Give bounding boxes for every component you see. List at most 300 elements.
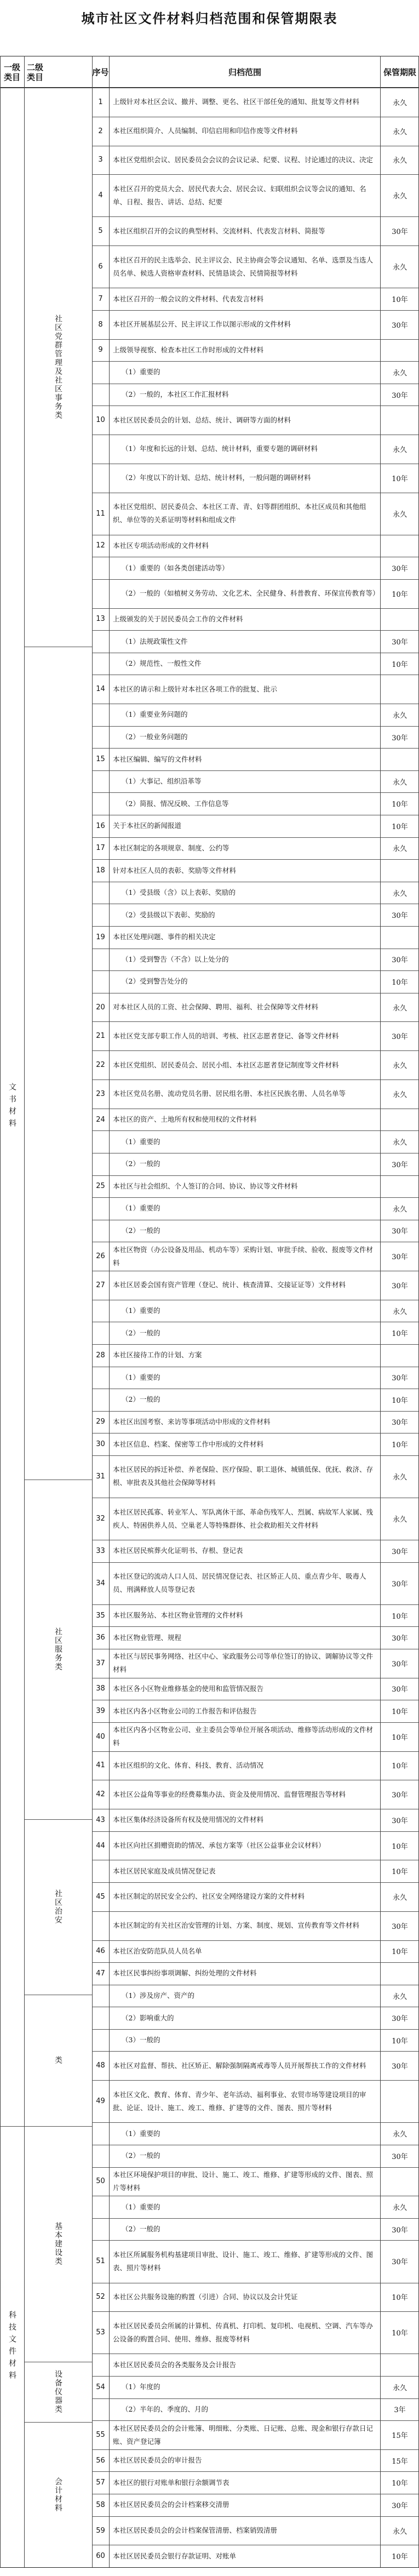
row-period	[381, 405, 419, 435]
row-scope: 本社区居民家庭及成员情况登记表	[113, 1866, 216, 1875]
row-number: 46	[96, 1947, 105, 1956]
table-bottom-border	[0, 2567, 419, 2568]
row-period: 永久	[392, 1307, 407, 1316]
row-period: 永久	[392, 99, 407, 107]
row-scope: （1）重要的	[122, 368, 160, 376]
row-period: 10年	[392, 296, 408, 305]
row-period: 永久	[392, 510, 407, 519]
row-period	[381, 339, 419, 362]
row-number: 55	[96, 2431, 105, 2440]
row-number: 30	[96, 1440, 105, 1449]
row-scope: （2）年度以下的计划、总结、统计材料，一般问题的调研材料	[122, 473, 311, 482]
row-number: 26	[96, 1252, 105, 1261]
row-number: 5	[98, 227, 103, 236]
row-period: 永久	[392, 1893, 407, 1902]
row-period: 3年	[394, 2406, 406, 2415]
row-number: 14	[96, 685, 105, 694]
column-divider	[92, 56, 93, 2567]
category-2-label: 社区治安	[54, 1889, 62, 1924]
row-scope: （2）一般的（如植树义务劳动、文化艺术、全民健身、科普教育、环保宣传教育等）	[122, 589, 380, 598]
row-period: 30年	[392, 1033, 408, 1042]
row-scope: 本社区处理问题、事件的相关决定	[113, 933, 216, 941]
row-number: 32	[96, 1515, 105, 1523]
category-2-divider	[24, 2422, 92, 2423]
row-scope: 本社区与社会组织、个人签订的合同、协议、协议等文件材料	[113, 1181, 298, 1190]
row-period: 30年	[392, 1282, 408, 1290]
row-number	[92, 770, 109, 793]
row-number	[92, 2007, 109, 2029]
row-number: 27	[96, 1281, 105, 1289]
category-2-label: 社区党群管理及社区事务类	[54, 315, 62, 420]
row-number: 40	[96, 1732, 105, 1741]
row-scope: （3）一般的	[122, 2036, 160, 2044]
row-scope: 本社区党支部专职工作人员的培训、考核、社区志愿者登记、备等文件材料	[113, 1031, 339, 1040]
row-scope: 本社区民事纠纷事项调解、纠纷处理的文件材料	[113, 1969, 257, 1978]
row-scope: 本社区组织简介、人员编制、印信启用和印信作废等文件材料	[113, 127, 298, 135]
row-scope: （2）一般的	[122, 1328, 160, 1337]
row-period: 30年	[392, 1580, 408, 1589]
row-period: 10年	[392, 1708, 408, 1717]
row-scope: 本社区内各小区物业公司、业主委员会等单位开展各项活动、维修等活动形成的文件材料	[113, 1726, 374, 1747]
row-period	[381, 2354, 419, 2376]
row-number: 2	[98, 127, 103, 135]
row-period: 30年	[392, 638, 408, 647]
row-scope: 本社区组织的文化、体育、科技、教育、活动情况	[113, 1761, 264, 1769]
row-period: 30年	[392, 2501, 408, 2510]
row-number: 24	[96, 1115, 105, 1124]
row-scope: 本社区编辑、编写的文件材料	[113, 755, 202, 763]
row-scope: 本社区所属服务机构基建项目审批、设计、施工、竣工、维修、扩建等形成的文件、图表、照片等材料	[113, 2250, 374, 2272]
row-scope: 本社区党组织、居民委员会、本社区工青、青、妇等群团组织、本社区成员和其他组织、单位等的关系证明等材料和组成文件	[113, 502, 366, 524]
row-number	[92, 882, 109, 904]
row-period	[381, 1962, 419, 1985]
row-number: 25	[96, 1182, 105, 1191]
row-scope: （2）规范性、一般性文件	[122, 659, 202, 668]
row-scope: （2）一般的	[122, 2225, 160, 2234]
row-scope: 本社区居民殡葬火化证明书、存根、登记表	[113, 1546, 243, 1555]
row-number	[92, 1220, 109, 1242]
row-scope: 上级颁发的关于居民委员会工作的文件材料	[113, 614, 243, 623]
row-number	[92, 726, 109, 749]
row-number: 47	[96, 1969, 105, 1978]
row-scope: 本社区文化、教育、体育、青少年、老年活动、福利事业、农贸市场等建设项目的审批、论证、设计、施工、竣工、维修、扩建等的文件、图表、照片等材料	[113, 2090, 366, 2112]
row-period: 永久	[392, 778, 407, 787]
category-2-divider	[24, 2126, 92, 2127]
row-period: 15年	[392, 2432, 408, 2441]
row-period	[381, 535, 419, 557]
row-number	[92, 1985, 109, 2007]
row-period: 永久	[392, 1062, 407, 1071]
row-number: 56	[96, 2456, 105, 2465]
row-number: 17	[96, 844, 105, 853]
header-category-2: 二级类目	[26, 62, 43, 82]
row-scope: 本社区公益角等事业的经费募集办法、资金及使用情况、监督管理报告等材料	[113, 1790, 346, 1798]
row-number: 48	[96, 2061, 105, 2070]
row-number: 34	[96, 1579, 105, 1587]
row-scope: （2）影响重大的	[122, 2013, 174, 2022]
row-scope: 本社区内各小区物业公司的工作报告和评估报告	[113, 1706, 257, 1715]
row-number: 15	[96, 755, 105, 764]
row-period: 10年	[392, 1948, 408, 1957]
category-1-label: 科技文件材料	[8, 2310, 16, 2383]
row-scope: （1）涉及房产、资产的	[122, 1991, 194, 2000]
row-number	[92, 557, 109, 579]
row-scope: 上级领导视察、检查本社区工作时形成的文件材料	[113, 345, 264, 354]
category-2-label: 社区服务类	[54, 1627, 62, 1671]
row-scope: （2）简报、情况反映、工作信息等	[122, 799, 229, 808]
row-period: 30年	[392, 1161, 408, 1169]
row-number: 38	[96, 1684, 105, 1693]
row-scope: （2）一般的	[122, 1226, 160, 1235]
row-scope: 本社区制定的有关社区治安管理的计划、方案、制度、规划、宣传教育等文件材料	[113, 1921, 360, 1930]
row-period: 30年	[392, 734, 408, 742]
row-period: 10年	[392, 2037, 408, 2046]
row-scope: 本社区的银行对账单和银行余额调节表	[113, 2478, 229, 2487]
row-scope: 本社区居民委员会的各类服务及会计报告	[113, 2360, 237, 2369]
row-period: 10年	[392, 1330, 408, 1339]
row-period: 30年	[392, 391, 408, 400]
row-scope: 本社区物业管理、规程	[113, 1633, 182, 1642]
row-number: 12	[96, 541, 105, 550]
row-scope: 关于本社区的新闻报道	[113, 821, 182, 830]
row-number: 42	[96, 1790, 105, 1799]
category-2-cell	[24, 2422, 92, 2567]
row-period	[381, 859, 419, 882]
row-scope: 本社区登记的流动人口人员、居民情况登记表、社区矫正人员、重点青少年、吸毒人员、刑满释放人员等登记表	[113, 1572, 366, 1594]
row-scope: （1）年度的	[122, 2383, 160, 2391]
row-number: 39	[96, 1707, 105, 1716]
row-period: 30年	[392, 1686, 408, 1694]
row-period: 永久	[392, 264, 407, 272]
row-scope: 本社区召开的党员大会、居民代表大会、居民会议、妇联组织会议等会议的通知、名单、日程、报告、讲话、总结、纪要	[113, 184, 366, 206]
row-number: 10	[96, 416, 105, 425]
category-2-label: 类	[54, 2056, 62, 2065]
row-number	[92, 464, 109, 493]
row-scope: （1）重要的	[122, 1306, 160, 1315]
row-number	[92, 579, 109, 608]
row-scope: （2）一般业务问题的	[122, 733, 188, 741]
row-scope: 本社区制定的居民安全公约、社区安全网络建设方案的文件材料	[113, 1892, 305, 1901]
row-number: 28	[96, 1351, 105, 1360]
row-scope: （2）一般的	[122, 1395, 160, 1404]
row-period: 10年	[392, 1842, 408, 1851]
row-period: 30年	[392, 2063, 408, 2071]
row-scope: 本社区公共服务设施的购置（引进）合同、协议以及会计凭证	[113, 2292, 298, 2301]
row-number: 45	[96, 1892, 105, 1901]
row-number	[92, 1153, 109, 1175]
row-scope: 本社区各小区物业维修基金的使用和监管情况报告	[113, 1684, 264, 1693]
row-period: 30年	[392, 2015, 408, 2024]
row-scope: 本社区党组织会议、居民委员会会议的会议记录、纪要、议程、讨论通过的决议、决定	[113, 155, 374, 164]
column-divider	[380, 56, 381, 2567]
row-number: 19	[96, 933, 105, 941]
row-scope: （1）法规政策性文件	[122, 637, 188, 646]
row-scope: （2）一般的	[122, 1160, 160, 1168]
row-number	[92, 1389, 109, 1411]
row-scope: 本社区的资产、土地所有权和使用权的文件材料	[113, 1115, 257, 1124]
row-number	[92, 384, 109, 406]
row-number: 57	[96, 2478, 105, 2487]
row-number	[92, 1300, 109, 1322]
row-period: 永久	[392, 128, 407, 136]
row-period: 30年	[392, 956, 408, 965]
row-period: 永久	[392, 1992, 407, 2001]
row-period: 10年	[392, 1441, 408, 1450]
row-period	[381, 1109, 419, 1131]
row-number: 53	[96, 2328, 105, 2337]
row-number: 36	[96, 1633, 105, 1642]
row-number	[92, 2398, 109, 2421]
row-number: 20	[96, 1003, 105, 1012]
row-period: 永久	[392, 2384, 407, 2392]
row-number: 59	[96, 2526, 105, 2535]
row-period: 30年	[392, 1660, 408, 1669]
row-number: 8	[98, 320, 103, 329]
category-2-cell	[24, 1995, 92, 2126]
row-period: 30年	[392, 2226, 408, 2235]
row-scope: 本社区集体经济设备所有权及使用情况的文件材料	[113, 1815, 264, 1824]
row-scope: 本社区出国考察、来访等事项活动中形成的文件材料	[113, 1417, 271, 1426]
row-scope: 本社区居民委员会的审计报告	[113, 2456, 202, 2465]
row-number: 41	[96, 1761, 105, 1770]
row-number: 1	[98, 98, 103, 106]
row-period: 10年	[392, 1733, 408, 1742]
category-2-label: 基本建设类	[54, 2222, 62, 2266]
row-scope: （2）一般的	[122, 2151, 160, 2160]
row-scope: 本社区信息、档案、保密等工作中形成的文件材料	[113, 1440, 264, 1448]
row-number: 60	[96, 2552, 105, 2561]
row-number	[92, 904, 109, 926]
row-number	[92, 2122, 109, 2145]
category-2-label: 会计材料	[54, 2477, 62, 2512]
row-period: 永久	[392, 889, 407, 898]
row-period: 永久	[392, 1090, 407, 1099]
row-scope: 本社区开展基层公开、民主评议工作以图示形成的文件材料	[113, 320, 291, 329]
row-number: 52	[96, 2293, 105, 2301]
row-scope: 本社区居民委员会所属的计算机、传真机、打印机、复印机、电视机、空调、汽车等办公设备的购置合同、使用、维修、报废等材料	[113, 2321, 374, 2343]
row-period: 永久	[392, 1139, 407, 1147]
row-period	[381, 2080, 419, 2122]
row-number: 54	[96, 2383, 105, 2391]
header-scope: 归档范围	[228, 67, 261, 77]
row-number	[92, 361, 109, 384]
row-period: 10年	[392, 1762, 408, 1771]
row-period: 30年	[392, 1547, 408, 1556]
row-scope: 本社区的请示和上级针对本社区各项工作的批复、批示	[113, 684, 278, 693]
category-1-label: 文书材料	[8, 1083, 16, 1131]
row-period: 永久	[392, 1205, 407, 1214]
row-number	[92, 1911, 109, 1940]
row-scope: （1）重要的	[122, 1204, 160, 1213]
row-scope: 本社区对监督、帮扶、社区矫正、解除强制隔离戒毒等人员开展帮扶工作的文件材料	[113, 2061, 366, 2070]
row-scope: 对本社区人员的工资、社会保障、聘用、福利、社会保障等文件材料	[113, 1003, 319, 1012]
row-scope: 本社区党员名册、流动党员名册、居民组名册、本社区民族名册、人员名单等	[113, 1089, 346, 1098]
row-number: 3	[98, 156, 103, 164]
row-period	[381, 608, 419, 631]
row-period: 永久	[392, 192, 407, 201]
row-scope: 本社区居民委员会的会计档案移交清册	[113, 2500, 229, 2509]
row-period: 永久	[392, 711, 407, 720]
row-number: 29	[96, 1418, 105, 1426]
row-number: 11	[96, 509, 105, 518]
row-number	[92, 2196, 109, 2218]
row-period: 永久	[392, 157, 407, 165]
row-number	[92, 1322, 109, 1344]
row-scope: （2）受县级以下表彰、奖励的	[122, 910, 215, 919]
row-scope: （1）重要的	[122, 1373, 160, 1381]
row-period: 30年	[392, 1374, 408, 1383]
row-scope: 本社区召开的一般会议的文件材料、代表发言材料	[113, 294, 264, 303]
header-period: 保管期限	[383, 67, 416, 77]
category-2-cell	[24, 88, 92, 647]
row-period: 永久	[392, 2204, 407, 2213]
row-scope: 本社区居民委员会的会计账簿、明细账、分类账、日记账、总账、现金和银行存款日记账、资产登记簿	[113, 2424, 374, 2446]
row-number: 6	[98, 262, 103, 271]
row-period: 10年	[392, 1612, 408, 1621]
row-number: 16	[96, 821, 105, 830]
row-scope: 本社区专项活动形成的文件材料	[113, 541, 209, 550]
row-period: 永久	[392, 1473, 407, 1482]
row-scope: （1）大事记、组织沿革等	[122, 777, 202, 786]
row-period: 10年	[392, 590, 408, 599]
row-period: 30年	[392, 1227, 408, 1236]
row-number	[92, 1367, 109, 1389]
row-period: 30年	[392, 1922, 408, 1931]
row-number	[92, 792, 109, 815]
row-number: 13	[96, 615, 105, 624]
row-period: 永久	[392, 2527, 407, 2536]
row-number: 31	[96, 1472, 105, 1481]
row-number	[92, 2354, 109, 2376]
row-period: 15年	[392, 2457, 408, 2466]
row-period	[381, 1344, 419, 1367]
row-number	[92, 970, 109, 993]
row-scope: 本社区居民委员会的会计档案保管清册、档案销毁清册	[113, 2526, 278, 2535]
row-scope: （2）半年的、季度的、月的	[122, 2404, 208, 2413]
row-scope: 本社区制定的各项规章、制度、公约等	[113, 843, 229, 852]
row-number: 22	[96, 1061, 105, 1070]
row-number	[92, 1860, 109, 1882]
row-period: 30年	[392, 1817, 408, 1825]
row-scope: 本社区向社区捐赠资助的情况、承包方案等（社区公益事业会议材料）	[113, 1841, 325, 1850]
row-scope: （1）受到警告（不含）以上处分的	[122, 955, 229, 963]
row-scope: （1）受县级（含）以上表彰、奖励的	[122, 888, 236, 897]
row-period: 10年	[392, 2329, 408, 2338]
row-scope: 本社区物资（办公设备及用品、机动车等）采购计划、审批手续、验收、报废等文件材料	[113, 1245, 374, 1267]
row-number: 37	[96, 1659, 105, 1667]
category-2-divider	[24, 1819, 92, 1820]
row-scope: 本社区环境保护项目的审批、设计、施工、竣工、维修、扩建等形成的文件、图表、照片等材料	[113, 2170, 374, 2192]
row-period: 永久	[392, 1004, 407, 1013]
row-period: 永久	[392, 1516, 407, 1524]
row-number	[92, 2218, 109, 2241]
row-period	[381, 926, 419, 949]
row-period: 10年	[392, 823, 408, 831]
row-number: 18	[96, 866, 105, 875]
row-scope: （1）重要业务问题的	[122, 710, 188, 719]
row-scope: 上级针对本社区会议、撤并、调整、更名、社区干部任免的通知、批复等文件材料	[113, 98, 360, 106]
row-period: 10年	[392, 801, 408, 809]
row-period: 30年	[392, 2152, 408, 2161]
row-period: 30年	[392, 228, 408, 237]
row-number: 50	[96, 2177, 105, 2186]
column-divider	[0, 56, 1, 2567]
row-number: 23	[96, 1089, 105, 1098]
row-period	[381, 748, 419, 770]
category-2-cell	[24, 2362, 92, 2422]
category-2-label: 设备仪器类	[54, 2370, 62, 2414]
row-number: 51	[96, 2257, 105, 2266]
row-scope: 本社区居委会国有资产管理（登记、统计、核查清算、交接证证等）文件材料	[113, 1281, 346, 1289]
row-period: 10年	[392, 2294, 408, 2303]
row-number: 44	[96, 1841, 105, 1850]
row-number: 49	[96, 2097, 105, 2106]
row-number: 58	[96, 2500, 105, 2509]
row-number	[92, 653, 109, 675]
row-scope: （2）一般的，本社区工作汇报材料	[122, 390, 229, 399]
row-period: 10年	[392, 2553, 408, 2562]
row-scope: （2）受到警告处分的	[122, 977, 188, 986]
row-period: 30年	[392, 1419, 408, 1427]
row-scope: 本社区召开的民主选举会、民主评议会、民主协商会等会议通知、名单、选票及当选人员名单、候选人资格审查材料、民情恳谈会、民情简报等材料	[113, 255, 374, 277]
row-period: 30年	[392, 565, 408, 574]
row-number: 21	[96, 1032, 105, 1041]
row-scope: 本社区治安防范队员人员名单	[113, 1946, 202, 1955]
row-period: 10年	[392, 1396, 408, 1405]
header-number: 序号	[92, 67, 109, 77]
row-scope: 本社区服务站、本社区物业管理的文件材料	[113, 1611, 243, 1620]
row-number: 4	[98, 191, 103, 200]
row-period: 10年	[392, 475, 408, 483]
row-number: 7	[98, 295, 103, 304]
row-scope: 本社区居民委员会银行存款证明、对账单	[113, 2551, 237, 2560]
row-scope: 本社区党组织、居民委员会、居民小组、本社区志愿者登记制度等文件材料	[113, 1060, 339, 1069]
row-period: 30年	[392, 1791, 408, 1800]
row-period: 10年	[392, 1868, 408, 1877]
row-number	[92, 704, 109, 726]
row-number: 9	[98, 346, 103, 355]
row-number	[92, 1130, 109, 1153]
row-number	[92, 1197, 109, 1220]
row-number: 33	[96, 1546, 105, 1555]
category-2-cell	[24, 1819, 92, 1995]
row-scope: 本社区居民委员会的计划、总结、统计、调研等方面的材料	[113, 415, 291, 424]
row-period: 30年	[392, 1253, 408, 1262]
row-period: 30年	[392, 321, 408, 330]
row-number: 35	[96, 1611, 105, 1620]
column-divider	[24, 56, 25, 2567]
row-number	[92, 2145, 109, 2167]
row-scope: 本社区接待工作的计划、方案	[113, 1351, 202, 1360]
row-scope: 本社区居民的拆迁补偿、养老保险、医疗保险、职工退休、城镇低保、优抚、救济、存根、审批表及其他社会保障等材料	[113, 1465, 374, 1487]
header-category-1: 一级类目	[3, 62, 20, 82]
row-period: 10年	[392, 660, 408, 669]
row-number	[92, 435, 109, 464]
row-scope: （1）重要的	[122, 2202, 160, 2211]
category-1-cell	[0, 2126, 24, 2567]
category-2-cell	[24, 2126, 92, 2362]
column-divider	[109, 56, 110, 2567]
row-number	[92, 949, 109, 971]
row-scope: （1）重要的（如各类创建活动等）	[122, 563, 229, 572]
row-number	[92, 630, 109, 653]
row-scope: 本社区居民孤寡、转业军人、军队离休干部、革命伤残军人、烈属、病故军人家属、残疾人、特困供养人员、空巢老人等特殊群体、社会救助相关文件材料	[113, 1507, 374, 1529]
row-number	[92, 2029, 109, 2052]
row-scope: （1）重要的	[122, 2129, 160, 2138]
row-period: 30年	[392, 1635, 408, 1643]
row-scope: （1）年度和长远的计划、总结、统计材料，重要专题的调研材料	[122, 444, 318, 453]
row-period: 永久	[392, 845, 407, 854]
